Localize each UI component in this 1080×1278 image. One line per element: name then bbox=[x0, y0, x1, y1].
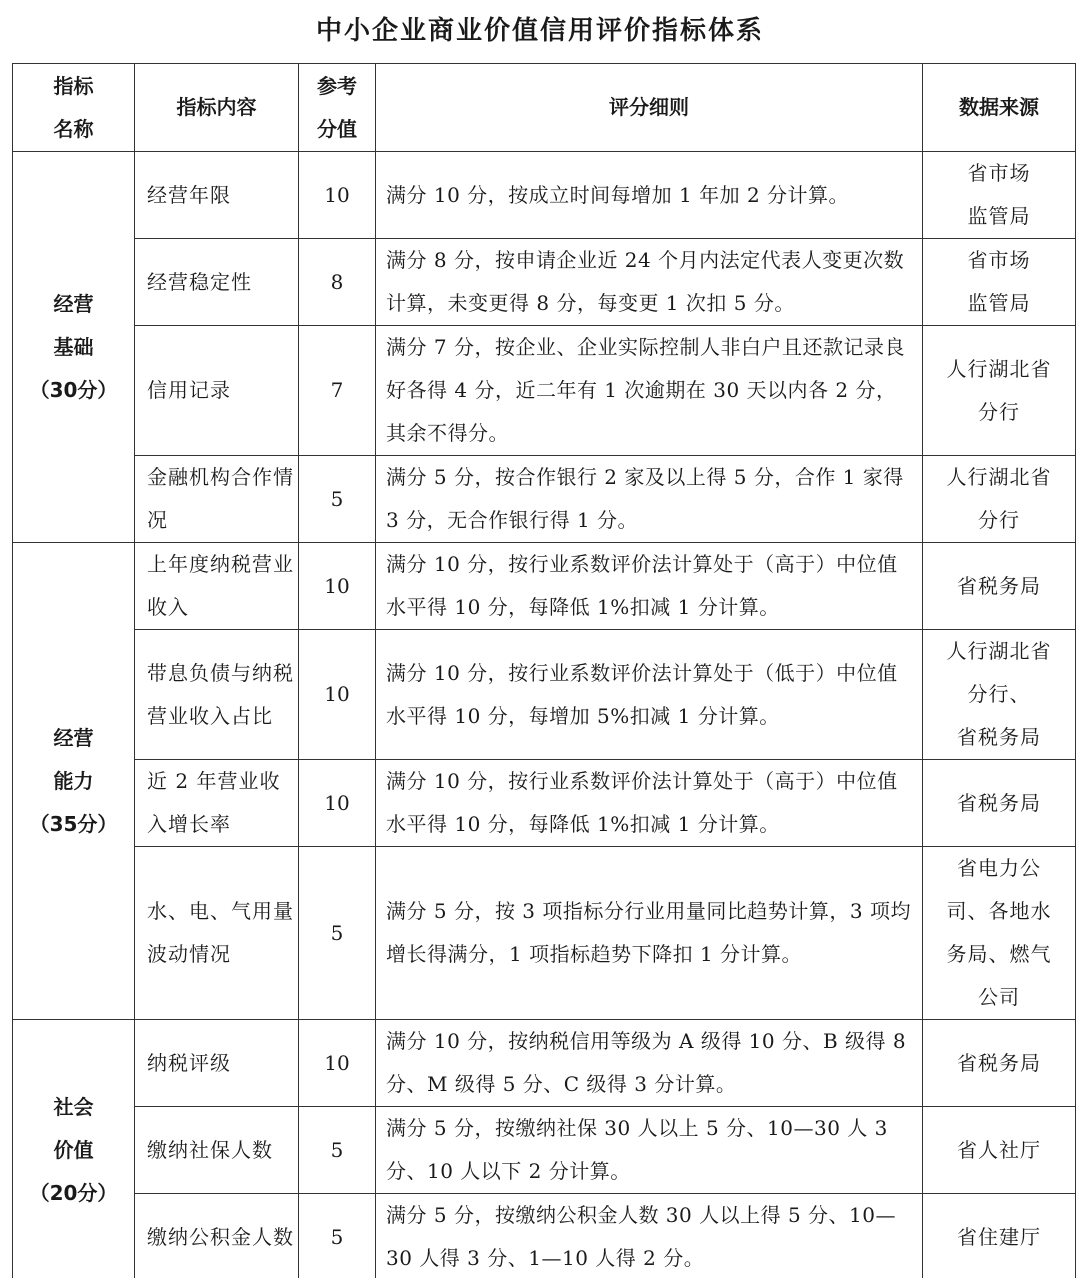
table-row bbox=[13, 1020, 1076, 1107]
scoring-rule-cell: 满分 8 分，按申请企业近 24 个月内法定代表人变更次数计算，未变更得 8 分，每变更 1 次扣 5 分。 bbox=[376, 239, 923, 326]
indicator-content-cell: 带息负债与纳税营业收入占比 bbox=[135, 630, 299, 760]
header-reference-score: 参考 分值 bbox=[299, 64, 376, 152]
reference-score-cell: 10 bbox=[299, 543, 376, 630]
reference-score-cell: 5 bbox=[299, 456, 376, 543]
group-name-cell: 社会 价值 （20分） bbox=[13, 1020, 135, 1278]
reference-score-cell: 10 bbox=[299, 152, 376, 239]
indicator-content-cell: 信用记录 bbox=[135, 326, 299, 456]
table-row bbox=[13, 239, 1076, 326]
header-indicator-content: 指标内容 bbox=[135, 64, 299, 152]
indicator-content-cell: 水、电、气用量波动情况 bbox=[135, 847, 299, 1020]
scoring-rule-cell: 满分 5 分，按缴纳公积金人数 30 人以上得 5 分、10—30 人得 3 分、1—10 人得 2 分。 bbox=[376, 1194, 923, 1278]
data-source-cell: 省税务局 bbox=[923, 543, 1076, 630]
scoring-rule-cell: 满分 5 分，按缴纳社保 30 人以上 5 分、10—30 人 3 分、10 人以下 2 分计算。 bbox=[376, 1107, 923, 1194]
header-data-source: 数据来源 bbox=[923, 64, 1076, 152]
table-row bbox=[13, 760, 1076, 847]
indicator-content-cell: 上年度纳税营业收入 bbox=[135, 543, 299, 630]
reference-score-cell: 10 bbox=[299, 1020, 376, 1107]
scoring-rule-cell: 满分 7 分，按企业、企业实际控制人非白户且还款记录良好各得 4 分，近二年有 1 次逾期在 30 天以内各 2 分，其余不得分。 bbox=[376, 326, 923, 456]
table-row bbox=[13, 456, 1076, 543]
evaluation-table bbox=[12, 63, 1076, 1278]
data-source-cell: 省市场 监管局 bbox=[923, 152, 1076, 239]
table-row bbox=[13, 326, 1076, 456]
table-row bbox=[13, 543, 1076, 630]
table-row bbox=[13, 847, 1076, 1020]
scoring-rule-cell: 满分 5 分，按合作银行 2 家及以上得 5 分，合作 1 家得 3 分，无合作银行得 1 分。 bbox=[376, 456, 923, 543]
indicator-content-cell: 近 2 年营业收入增长率 bbox=[135, 760, 299, 847]
data-source-cell: 省税务局 bbox=[923, 1020, 1076, 1107]
indicator-content-cell: 缴纳公积金人数 bbox=[135, 1194, 299, 1278]
table-row bbox=[13, 1194, 1076, 1278]
data-source-cell: 省电力公 司、各地水 务局、燃气 公司 bbox=[923, 847, 1076, 1020]
data-source-cell: 省市场 监管局 bbox=[923, 239, 1076, 326]
indicator-content-cell: 纳税评级 bbox=[135, 1020, 299, 1107]
reference-score-cell: 8 bbox=[299, 239, 376, 326]
table-header-row bbox=[13, 64, 1076, 152]
reference-score-cell: 5 bbox=[299, 1107, 376, 1194]
reference-score-cell: 5 bbox=[299, 1194, 376, 1278]
group-name-cell: 经营 基础 （30分） bbox=[13, 152, 135, 543]
scoring-rule-cell: 满分 10 分，按行业系数评价法计算处于（高于）中位值水平得 10 分，每降低 1%扣减 1 分计算。 bbox=[376, 543, 923, 630]
group-name-cell: 经营 能力 （35分） bbox=[13, 543, 135, 1020]
scoring-rule-cell: 满分 10 分，按成立时间每增加 1 年加 2 分计算。 bbox=[376, 152, 923, 239]
scoring-rule-cell: 满分 5 分，按 3 项指标分行业用量同比趋势计算，3 项均增长得满分，1 项指标趋势下降扣 1 分计算。 bbox=[376, 847, 923, 1020]
data-source-cell: 省税务局 bbox=[923, 760, 1076, 847]
indicator-content-cell: 经营年限 bbox=[135, 152, 299, 239]
indicator-content-cell: 缴纳社保人数 bbox=[135, 1107, 299, 1194]
data-source-cell: 人行湖北省 分行 bbox=[923, 456, 1076, 543]
header-scoring-rules: 评分细则 bbox=[376, 64, 923, 152]
reference-score-cell: 10 bbox=[299, 760, 376, 847]
indicator-content-cell: 经营稳定性 bbox=[135, 239, 299, 326]
table-body bbox=[13, 152, 1076, 1278]
scoring-rule-cell: 满分 10 分，按行业系数评价法计算处于（高于）中位值水平得 10 分，每降低 1%扣减 1 分计算。 bbox=[376, 760, 923, 847]
reference-score-cell: 7 bbox=[299, 326, 376, 456]
data-source-cell: 人行湖北省 分行、 省税务局 bbox=[923, 630, 1076, 760]
data-source-cell: 人行湖北省 分行 bbox=[923, 326, 1076, 456]
scoring-rule-cell: 满分 10 分，按行业系数评价法计算处于（低于）中位值水平得 10 分，每增加 5%扣减 1 分计算。 bbox=[376, 630, 923, 760]
header-indicator-name: 指标 名称 bbox=[13, 64, 135, 152]
document-title: 中小企业商业价值信用评价指标体系 bbox=[315, 16, 764, 46]
table-row bbox=[13, 152, 1076, 239]
indicator-content-cell: 金融机构合作情况 bbox=[135, 456, 299, 543]
table-row bbox=[13, 630, 1076, 760]
data-source-cell: 省住建厅 bbox=[923, 1194, 1076, 1278]
table-row bbox=[13, 1107, 1076, 1194]
reference-score-cell: 5 bbox=[299, 847, 376, 1020]
data-source-cell: 省人社厅 bbox=[923, 1107, 1076, 1194]
scoring-rule-cell: 满分 10 分，按纳税信用等级为 A 级得 10 分、B 级得 8 分、M 级得 5 分、C 级得 3 分计算。 bbox=[376, 1020, 923, 1107]
reference-score-cell: 10 bbox=[299, 630, 376, 760]
